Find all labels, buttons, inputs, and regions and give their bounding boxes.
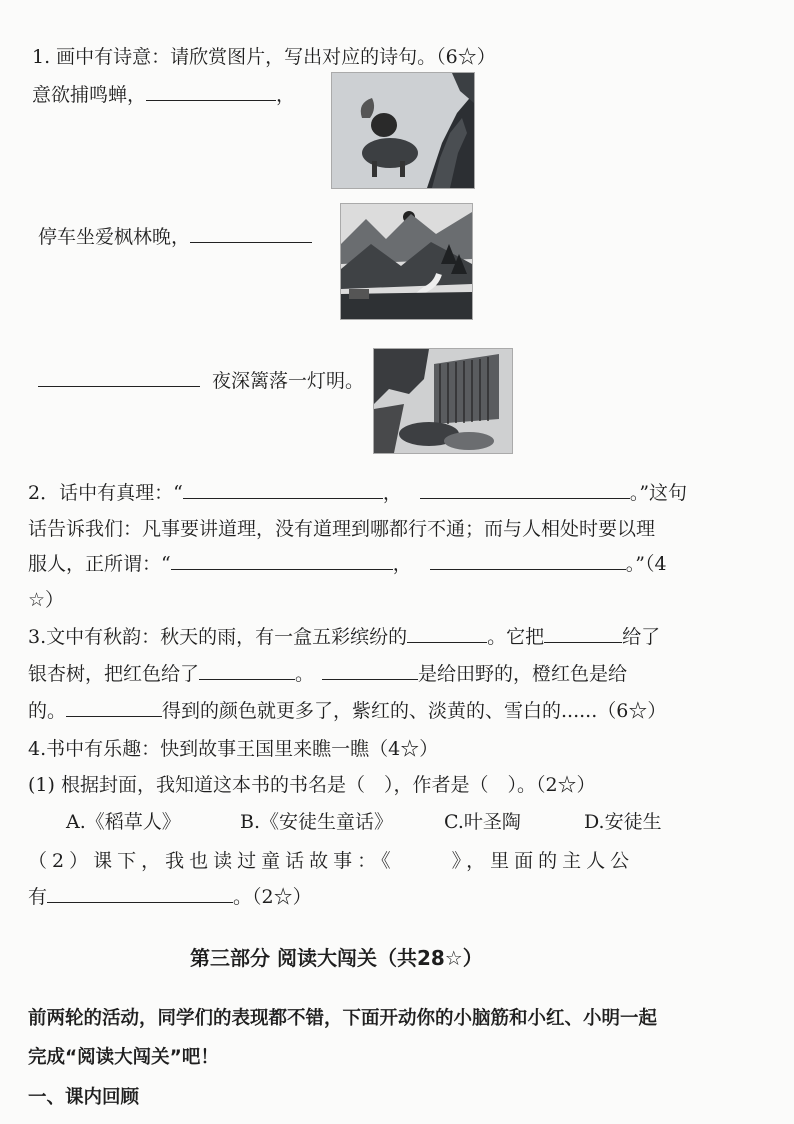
answer-blank-13[interactable] (47, 882, 233, 903)
poem-line-2-prefix: 停车坐爱枫林晚， (38, 226, 191, 248)
q3-line3-a: 的。 (28, 700, 67, 722)
poem-illustration-3 (373, 348, 513, 454)
question-4-sub-1: (1) 根据封面，我知道这本书的书名是（ ），作者是（ ）。（2☆） (28, 774, 596, 796)
section-intro-line-1: 前两轮的活动，同学们的表现都不错，下面开动你的小脑筋和小红、小明一起 (28, 1008, 658, 1029)
answer-blank-1[interactable] (146, 80, 276, 101)
question-2-line-1 (28, 478, 687, 505)
option-b: B.《安徒生童话》 (240, 811, 394, 833)
question-4-sub-2-line-1 (28, 846, 634, 873)
question-2-line-4: ☆） (28, 589, 65, 611)
answer-blank-5[interactable] (420, 478, 630, 499)
question-4-title: 4.书中有乐趣：快到故事王国里来瞧一瞧（4☆） (28, 738, 439, 760)
poem-line-1-suffix: ， (276, 84, 296, 106)
option-c: C.叶圣陶 (444, 811, 521, 833)
poem-illustration-1 (331, 72, 475, 189)
q3-line1-c: 给了 (622, 626, 661, 648)
answer-blank-10[interactable] (199, 659, 295, 680)
poem-line-1-prefix: 意欲捕鸣蝉， (32, 84, 147, 106)
answer-blank-11[interactable] (322, 659, 418, 680)
question-1-line-1 (32, 80, 295, 107)
question-2-line-2: 话告诉我们：凡事要讲道理，没有道理到哪都行不通；而与人相处时要以理 (28, 518, 656, 540)
question-4-sub-2-line-2 (28, 882, 312, 909)
section-intro-line-2: 完成“阅读大闯关”吧！ (28, 1047, 219, 1068)
q3-line3-b: 得到的颜色就更多了，紫红的、淡黄的、雪白的......（6☆） (162, 700, 667, 722)
answer-blank-9[interactable] (544, 622, 622, 643)
q4-sub2-a: （2）课下，我也读过童话故事：《 (28, 850, 396, 872)
q4-sub2-d: 。（2☆） (233, 886, 312, 908)
question-1-title: 1. 画中有诗意：请欣赏图片，写出对应的诗句。（6☆） (32, 46, 496, 68)
answer-blank-2[interactable] (190, 222, 312, 243)
question-1-line-2 (38, 222, 312, 249)
q3-line2-b: 。 (295, 663, 315, 685)
answer-blank-3[interactable] (38, 366, 200, 387)
q3-line1-b: 。它把 (487, 626, 545, 648)
poem-illustration-2 (340, 203, 473, 320)
q3-line2-a: 银杏树，把红色给了 (28, 663, 200, 685)
answer-blank-4[interactable] (183, 478, 383, 499)
poem-line-3-suffix: 夜深篱落一灯明。 (212, 370, 365, 392)
q3-line2-c: 是给田野的，橙红色是给 (418, 663, 628, 685)
question-1-line-3 (38, 366, 364, 393)
answer-blank-12[interactable] (66, 696, 162, 717)
q2-prefix: 2．话中有真理：“ (28, 482, 183, 504)
q4-sub2-c: 有 (28, 886, 48, 908)
answer-blank-7[interactable] (430, 549, 626, 570)
option-d: D.安徒生 (584, 811, 662, 833)
question-3-line-2 (28, 659, 627, 686)
q2-line3-comma: ， (392, 553, 412, 575)
option-a: A.《稻草人》 (66, 811, 181, 833)
q4-sub2-b: 》，里面的主人公 (451, 850, 635, 872)
q2-line3-prefix: 服人，正所谓：“ (28, 553, 171, 575)
q2-suffix: 。”这句 (629, 482, 688, 504)
question-3-line-1 (28, 622, 660, 649)
question-3-line-3 (28, 696, 666, 723)
question-2-line-3 (28, 549, 667, 576)
q2-line3-suffix: 。”（4 (625, 553, 667, 575)
q2-comma: ， (382, 482, 402, 504)
part-1-heading: 一、课内回顾 (28, 1087, 140, 1108)
section-title: 第三部分 阅读大闯关（共28☆） (190, 946, 483, 970)
answer-blank-6[interactable] (171, 549, 393, 570)
q3-line1-a: 3.文中有秋韵：秋天的雨，有一盒五彩缤纷的 (28, 626, 408, 648)
answer-blank-8[interactable] (407, 622, 487, 643)
